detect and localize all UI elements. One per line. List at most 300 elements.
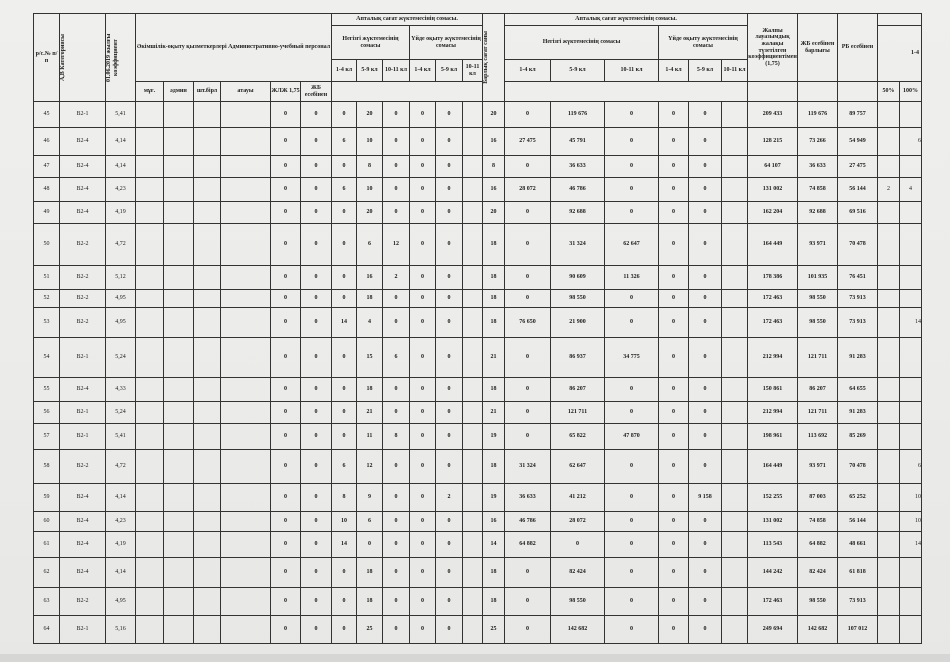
cell-sum-home-10-11 (722, 224, 748, 266)
cell-zhlzh: 0 (271, 128, 301, 156)
cell-row-number: 46 (34, 128, 60, 156)
cell-sum-home-1-4: 0 (659, 378, 689, 402)
cell-row-number: 60 (34, 512, 60, 532)
cell-coefficient: 4,23 (106, 512, 136, 532)
cell-base-1-4: 0 (332, 402, 357, 424)
cell-pct-100 (900, 266, 922, 290)
cell-jb-total: 74 858 (798, 178, 838, 202)
cell-coefficient: 4,72 (106, 450, 136, 484)
cell-title (221, 156, 271, 178)
cell-home-1-4: 0 (410, 102, 436, 128)
header-row-number: р/с.№ п/п (34, 14, 60, 102)
cell-base-10-11: 0 (383, 588, 410, 616)
cell-sum-base-5-9: 92 688 (551, 202, 605, 224)
cell-base-1-4: 6 (332, 178, 357, 202)
cell-title (221, 512, 271, 532)
cell-title (221, 224, 271, 266)
cell-title (221, 202, 271, 224)
cell-sum-home-1-4: 0 (659, 402, 689, 424)
cell-sum-base-5-9: 28 072 (551, 512, 605, 532)
cell-coefficient: 4,14 (106, 558, 136, 588)
cell-zhlzh: 0 (271, 402, 301, 424)
cell-home-10-11 (463, 378, 483, 402)
cell-coefficient: 4,95 (106, 588, 136, 616)
cell-sum-base-10-11: 11 326 (605, 266, 659, 290)
cell-pct-50 (878, 558, 900, 588)
cell-teacher (136, 450, 164, 484)
cell-category: В2-2 (60, 588, 106, 616)
cell-pct-100 (900, 338, 922, 378)
cell-home-5-9: 0 (436, 402, 463, 424)
cell-jb-account: 0 (301, 290, 332, 308)
cell-salary-coef: 172 463 (748, 290, 798, 308)
cell-home-1-4: 0 (410, 484, 436, 512)
cell-category: В2-1 (60, 102, 106, 128)
cell-home-1-4: 0 (410, 156, 436, 178)
cell-sum-home-5-9: 0 (689, 224, 722, 266)
table-row (34, 102, 922, 128)
cell-sum-home-1-4: 0 (659, 266, 689, 290)
cell-admin (164, 558, 194, 588)
cell-row-number: 57 (34, 424, 60, 450)
cell-base-5-9: 12 (357, 450, 383, 484)
cell-salary-coef: 178 386 (748, 266, 798, 290)
header-title: атауы (221, 82, 271, 102)
cell-base-10-11: 0 (383, 616, 410, 644)
header-grade-1-4-b: 1-4 кл (410, 60, 436, 82)
table-row (34, 156, 922, 178)
cell-sum-base-5-9: 62 647 (551, 450, 605, 484)
cell-home-5-9: 0 (436, 532, 463, 558)
cell-sum-home-1-4: 0 (659, 128, 689, 156)
cell-title (221, 588, 271, 616)
staffing-table (33, 13, 922, 644)
cell-teacher (136, 588, 164, 616)
cell-title (221, 532, 271, 558)
header-50-percent: 50% (878, 82, 900, 102)
cell-sum-home-5-9: 0 (689, 102, 722, 128)
cell-base-10-11: 0 (383, 402, 410, 424)
cell-salary-coef: 164 449 (748, 450, 798, 484)
cell-salary-coef: 128 215 (748, 128, 798, 156)
cell-jb-account: 0 (301, 558, 332, 588)
cell-admin (164, 202, 194, 224)
cell-staff-units (194, 128, 221, 156)
cell-base-5-9: 16 (357, 266, 383, 290)
cell-sum-base-5-9: 21 900 (551, 308, 605, 338)
cell-salary-coef: 152 255 (748, 484, 798, 512)
cell-sum-base-5-9: 82 424 (551, 558, 605, 588)
cell-base-1-4: 0 (332, 224, 357, 266)
cell-home-1-4: 0 (410, 558, 436, 588)
header-category: А,В Категориясы (60, 14, 106, 102)
cell-total-hours: 20 (483, 202, 505, 224)
cell-category: В2-2 (60, 308, 106, 338)
cell-row-number: 55 (34, 378, 60, 402)
cell-home-10-11 (463, 424, 483, 450)
cell-pct-100 (900, 102, 922, 128)
cell-admin (164, 512, 194, 532)
cell-sum-base-10-11: 0 (605, 102, 659, 128)
cell-sum-base-10-11: 0 (605, 588, 659, 616)
cell-sum-home-10-11 (722, 402, 748, 424)
table-row (34, 484, 922, 512)
cell-category: В2-1 (60, 424, 106, 450)
table-row (34, 290, 922, 308)
cell-home-5-9: 0 (436, 156, 463, 178)
cell-staff-units (194, 424, 221, 450)
cell-base-1-4: 14 (332, 532, 357, 558)
cell-teacher (136, 202, 164, 224)
cell-category: В2-4 (60, 156, 106, 178)
cell-home-5-9: 0 (436, 202, 463, 224)
cell-total-hours: 8 (483, 156, 505, 178)
cell-base-10-11: 0 (383, 378, 410, 402)
cell-sum-home-10-11 (722, 450, 748, 484)
cell-sum-home-1-4: 0 (659, 450, 689, 484)
header-staff-units: шт.бірл (194, 82, 221, 102)
cell-base-1-4: 6 (332, 450, 357, 484)
cell-sum-base-10-11: 0 (605, 558, 659, 588)
cell-extra: 10 (900, 512, 922, 532)
cell-row-number: 63 (34, 588, 60, 616)
cell-zhlzh: 0 (271, 616, 301, 644)
cell-total-hours: 21 (483, 402, 505, 424)
cell-home-1-4: 0 (410, 128, 436, 156)
cell-rb-total: 56 144 (838, 512, 878, 532)
cell-total-hours: 14 (483, 532, 505, 558)
cell-base-5-9: 15 (357, 338, 383, 378)
cell-total-hours: 16 (483, 128, 505, 156)
cell-home-5-9: 0 (436, 424, 463, 450)
header-zhlzh: ЖЛЖ 1,75 (271, 82, 301, 102)
cell-home-10-11 (463, 512, 483, 532)
cell-pct-100 (900, 402, 922, 424)
cell-coefficient: 5,41 (106, 102, 136, 128)
table-row (34, 308, 922, 338)
cell-sum-home-5-9: 0 (689, 558, 722, 588)
cell-rb-total: 54 949 (838, 128, 878, 156)
cell-coefficient: 5,24 (106, 402, 136, 424)
cell-pct-50 (878, 588, 900, 616)
cell-home-1-4: 0 (410, 224, 436, 266)
cell-staff-units (194, 102, 221, 128)
cell-sum-base-1-4: 0 (505, 224, 551, 266)
cell-title (221, 338, 271, 378)
cell-pct-50 (878, 102, 900, 128)
cell-pct-50 (878, 128, 900, 156)
cell-teacher (136, 128, 164, 156)
cell-base-1-4: 0 (332, 156, 357, 178)
header-weekly-load-1: Апталық сағат жүктемесінің сомасы. (332, 14, 483, 26)
header-base-load-1: Негізгі жүктемесінің сомасы (332, 26, 410, 60)
cell-staff-units (194, 532, 221, 558)
cell-sum-home-1-4: 0 (659, 558, 689, 588)
cell-pct-50 (878, 450, 900, 484)
cell-base-5-9: 18 (357, 558, 383, 588)
cell-pct-100 (900, 156, 922, 178)
cell-staff-units (194, 484, 221, 512)
cell-base-10-11: 8 (383, 424, 410, 450)
cell-base-5-9: 20 (357, 102, 383, 128)
cell-total-hours: 18 (483, 378, 505, 402)
cell-row-number: 64 (34, 616, 60, 644)
cell-category: В2-2 (60, 224, 106, 266)
cell-pct-100 (900, 424, 922, 450)
cell-sum-home-5-9: 0 (689, 202, 722, 224)
cell-home-10-11 (463, 450, 483, 484)
cell-salary-coef: 164 449 (748, 224, 798, 266)
table-row (34, 402, 922, 424)
cell-zhlzh: 0 (271, 588, 301, 616)
cell-staff-units (194, 450, 221, 484)
cell-teacher (136, 338, 164, 378)
cell-total-hours: 18 (483, 290, 505, 308)
cell-total-hours: 19 (483, 424, 505, 450)
cell-sum-home-10-11 (722, 558, 748, 588)
cell-home-10-11 (463, 202, 483, 224)
cell-teacher (136, 616, 164, 644)
cell-category: В2-1 (60, 402, 106, 424)
cell-jb-total: 98 550 (798, 588, 838, 616)
cell-sum-home-1-4: 0 (659, 424, 689, 450)
cell-salary-coef: 212 994 (748, 402, 798, 424)
cell-total-hours: 16 (483, 178, 505, 202)
cell-sum-base-5-9: 41 212 (551, 484, 605, 512)
cell-sum-home-5-9: 0 (689, 156, 722, 178)
cell-row-number: 45 (34, 102, 60, 128)
cell-rb-total: 27 475 (838, 156, 878, 178)
cell-pct-50 (878, 156, 900, 178)
cell-base-1-4: 8 (332, 484, 357, 512)
cell-sum-home-10-11 (722, 424, 748, 450)
cell-zhlzh: 0 (271, 202, 301, 224)
cell-sum-base-1-4: 0 (505, 616, 551, 644)
table-row (34, 616, 922, 644)
cell-admin (164, 424, 194, 450)
header-grade-1-4-a: 1-4 кл (332, 60, 357, 82)
cell-sum-base-1-4: 76 650 (505, 308, 551, 338)
cell-home-10-11 (463, 128, 483, 156)
cell-rb-total: 73 913 (838, 308, 878, 338)
cell-sum-base-1-4: 0 (505, 402, 551, 424)
cell-coefficient: 4,33 (106, 378, 136, 402)
cell-total-hours: 16 (483, 512, 505, 532)
cell-zhlzh: 0 (271, 424, 301, 450)
cell-sum-home-5-9: 0 (689, 616, 722, 644)
cell-row-number: 59 (34, 484, 60, 512)
cell-zhlzh: 0 (271, 156, 301, 178)
cell-coefficient: 5,41 (106, 424, 136, 450)
cell-category: В2-4 (60, 532, 106, 558)
cell-sum-base-5-9: 0 (551, 532, 605, 558)
cell-admin (164, 338, 194, 378)
cell-sum-base-1-4: 0 (505, 290, 551, 308)
cell-sum-home-1-4: 0 (659, 224, 689, 266)
cell-staff-units (194, 338, 221, 378)
cell-zhlzh: 0 (271, 512, 301, 532)
cell-rb-total: 65 252 (838, 484, 878, 512)
cell-jb-account: 0 (301, 424, 332, 450)
cell-salary-coef: 131 002 (748, 178, 798, 202)
cell-home-10-11 (463, 532, 483, 558)
cell-coefficient: 5,16 (106, 616, 136, 644)
cell-pct-50 (878, 266, 900, 290)
cell-pct-50 (878, 402, 900, 424)
cell-coefficient: 4,14 (106, 156, 136, 178)
cell-sum-home-10-11 (722, 378, 748, 402)
cell-jb-account: 0 (301, 532, 332, 558)
cell-home-1-4: 0 (410, 512, 436, 532)
cell-staff-units (194, 178, 221, 202)
cell-rb-total: 70 478 (838, 224, 878, 266)
cell-home-5-9: 0 (436, 178, 463, 202)
header-admin: әдмин (164, 82, 194, 102)
cell-base-10-11: 0 (383, 290, 410, 308)
cell-jb-total: 98 550 (798, 290, 838, 308)
cell-total-hours: 18 (483, 450, 505, 484)
cell-row-number: 61 (34, 532, 60, 558)
cell-home-5-9: 0 (436, 224, 463, 266)
cell-admin (164, 402, 194, 424)
header-home-load-1: Үйде оқыту жүктемесінің сомасы (410, 26, 483, 60)
cell-jb-total: 87 003 (798, 484, 838, 512)
cell-sum-base-10-11: 0 (605, 290, 659, 308)
cell-coefficient: 4,19 (106, 532, 136, 558)
cell-sum-home-5-9: 0 (689, 402, 722, 424)
cell-salary-coef: 64 107 (748, 156, 798, 178)
cell-coefficient: 4,19 (106, 202, 136, 224)
cell-salary-coef: 150 861 (748, 378, 798, 402)
cell-sum-base-5-9: 36 633 (551, 156, 605, 178)
cell-sum-home-5-9: 0 (689, 532, 722, 558)
cell-pct-100 (900, 558, 922, 588)
header-grade-1-4-c: 1-4 кл (505, 60, 551, 82)
cell-home-5-9: 0 (436, 558, 463, 588)
cell-category: В2-2 (60, 290, 106, 308)
table-row (34, 338, 922, 378)
cell-sum-base-10-11: 0 (605, 308, 659, 338)
cell-sum-home-10-11 (722, 128, 748, 156)
cell-home-5-9: 0 (436, 512, 463, 532)
cell-sum-base-5-9: 45 791 (551, 128, 605, 156)
cell-jb-total: 121 711 (798, 338, 838, 378)
cell-sum-home-10-11 (722, 290, 748, 308)
cell-admin (164, 588, 194, 616)
cell-sum-base-5-9: 31 324 (551, 224, 605, 266)
cell-admin (164, 532, 194, 558)
cell-category: В2-4 (60, 512, 106, 532)
cell-extra: 10 (900, 484, 922, 512)
cell-staff-units (194, 224, 221, 266)
cell-base-5-9: 8 (357, 156, 383, 178)
cell-home-1-4: 0 (410, 338, 436, 378)
cell-home-10-11 (463, 266, 483, 290)
cell-pct-100 (900, 224, 922, 266)
cell-base-5-9: 20 (357, 202, 383, 224)
cell-salary-coef: 198 961 (748, 424, 798, 450)
cell-jb-total: 98 550 (798, 308, 838, 338)
cell-base-5-9: 25 (357, 616, 383, 644)
cell-total-hours: 18 (483, 588, 505, 616)
cell-teacher (136, 178, 164, 202)
cell-jb-total: 101 935 (798, 266, 838, 290)
cell-home-10-11 (463, 402, 483, 424)
cell-category: В2-4 (60, 484, 106, 512)
cell-sum-base-10-11: 0 (605, 202, 659, 224)
cell-coefficient: 5,24 (106, 338, 136, 378)
cell-sum-base-10-11: 0 (605, 378, 659, 402)
cell-rb-total: 69 516 (838, 202, 878, 224)
cell-pct-50 (878, 512, 900, 532)
cell-base-5-9: 6 (357, 224, 383, 266)
cell-teacher (136, 402, 164, 424)
cell-category: В2-4 (60, 378, 106, 402)
cell-rb-total: 76 451 (838, 266, 878, 290)
cell-total-hours: 18 (483, 266, 505, 290)
cell-admin (164, 308, 194, 338)
cell-total-hours: 25 (483, 616, 505, 644)
cell-staff-units (194, 588, 221, 616)
cell-base-5-9: 9 (357, 484, 383, 512)
table-body (34, 102, 922, 644)
cell-teacher (136, 532, 164, 558)
cell-jb-account: 0 (301, 178, 332, 202)
header-grade-5-9-d: 5-9 кл (689, 60, 722, 82)
header-coefficient: 01.06.2019 жылғы коэффициент (106, 14, 136, 102)
header-salary-coef: Жалпы лауазымдық жалақы түзетілген коэффициентімен (1,75) (748, 14, 798, 82)
cell-sum-base-5-9: 119 676 (551, 102, 605, 128)
cell-base-10-11: 0 (383, 532, 410, 558)
cell-sum-base-10-11: 0 (605, 402, 659, 424)
cell-home-5-9: 0 (436, 290, 463, 308)
cell-sum-base-10-11: 0 (605, 450, 659, 484)
cell-rb-total: 61 818 (838, 558, 878, 588)
cell-admin (164, 484, 194, 512)
cell-base-1-4: 0 (332, 558, 357, 588)
cell-home-1-4: 0 (410, 616, 436, 644)
cell-sum-home-1-4: 0 (659, 178, 689, 202)
cell-base-10-11: 0 (383, 484, 410, 512)
cell-sum-home-10-11 (722, 588, 748, 616)
cell-jb-account: 0 (301, 402, 332, 424)
cell-base-5-9: 11 (357, 424, 383, 450)
cell-jb-account: 0 (301, 224, 332, 266)
cell-rb-total: 64 655 (838, 378, 878, 402)
cell-home-10-11 (463, 616, 483, 644)
cell-home-1-4: 0 (410, 378, 436, 402)
header-grade-5-9-a: 5-9 кл (357, 60, 383, 82)
cell-zhlzh: 0 (271, 224, 301, 266)
cell-base-1-4: 0 (332, 290, 357, 308)
cell-sum-base-5-9: 65 822 (551, 424, 605, 450)
cell-sum-base-5-9: 98 550 (551, 290, 605, 308)
cell-teacher (136, 156, 164, 178)
cell-category: В2-2 (60, 450, 106, 484)
cell-pct-100 (900, 378, 922, 402)
cell-salary-coef: 131 002 (748, 512, 798, 532)
header-jb-account: ЖБ есебінен (301, 82, 332, 102)
cell-home-10-11 (463, 484, 483, 512)
cell-title (221, 484, 271, 512)
cell-admin (164, 156, 194, 178)
cell-home-1-4: 0 (410, 308, 436, 338)
table-row (34, 512, 922, 532)
cell-sum-home-1-4: 0 (659, 616, 689, 644)
header-admin-staff: Әкімшілік-оқыту қызметкерлері Административно-учебный персонал (136, 14, 332, 82)
cell-category: В2-1 (60, 616, 106, 644)
cell-coefficient: 4,23 (106, 178, 136, 202)
